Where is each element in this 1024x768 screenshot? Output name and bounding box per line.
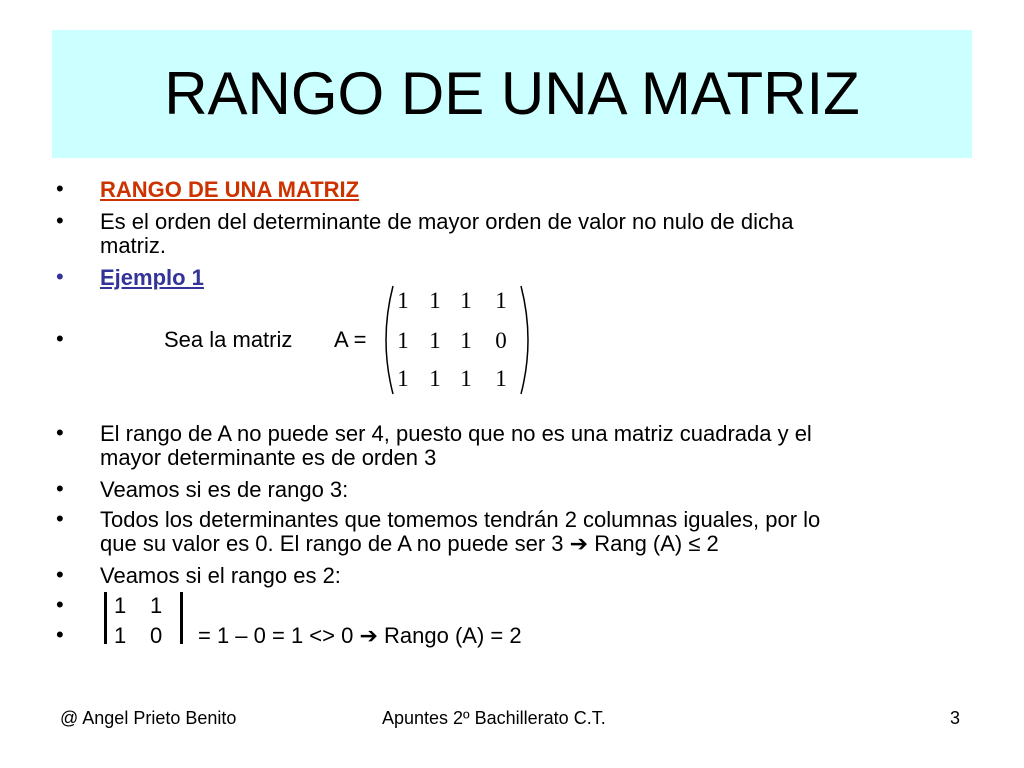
bullet: •: [56, 264, 64, 289]
bullet: •: [56, 562, 64, 587]
all-dets-line-1: Todos los determinantes que tomemos tendrán 2 columnas iguales, por lo: [100, 507, 821, 532]
rank-not-4-line-1: El rango de A no puede ser 4, puesto que no es una matriz cuadrada y el: [100, 421, 812, 446]
matrix-cell: 1: [495, 366, 507, 391]
bullet: •: [56, 622, 64, 647]
bullet: •: [56, 176, 64, 201]
matrix-a-label: A =: [334, 327, 367, 352]
matrix-cell: 1: [429, 366, 441, 391]
matrix-cell: 1: [460, 366, 472, 391]
check-rank-2: Veamos si el rango es 2:: [100, 563, 341, 588]
sea-la-matriz: Sea la matriz: [164, 327, 293, 352]
det-cell: 1: [150, 593, 163, 618]
bullet: •: [56, 420, 64, 445]
slide-title: RANGO DE UNA MATRIZ: [164, 60, 860, 127]
matrix-a: [383, 284, 533, 396]
det-cell: 1: [114, 623, 127, 648]
section-heading: RANGO DE UNA MATRIZ: [100, 177, 360, 202]
matrix-cell: 1: [429, 288, 441, 313]
bullet: •: [56, 592, 64, 617]
definition-line-1: Es el orden del determinante de mayor orden de valor no nulo de dicha: [100, 209, 794, 234]
matrix-cell: 1: [397, 288, 409, 313]
matrix-cell: 1: [460, 328, 472, 353]
determinant-bar-right: [180, 592, 183, 644]
det-cell: 1: [114, 593, 127, 618]
bullet: •: [56, 476, 64, 501]
matrix-cell: 1: [397, 366, 409, 391]
det-cell: 0: [150, 623, 163, 648]
definition-line-2: matriz.: [100, 233, 166, 258]
rank-not-4-line-2: mayor determinante es de orden 3: [100, 445, 437, 470]
check-rank-3: Veamos si es de rango 3:: [100, 477, 349, 502]
all-dets-line-2: que su valor es 0. El rango de A no puede ser 3 ➔ Rang (A) ≤ 2: [100, 531, 719, 556]
bullet: •: [56, 326, 64, 351]
footer-author: @ Angel Prieto Benito: [60, 708, 237, 728]
matrix-cell: 0: [495, 328, 507, 353]
determinant-bar-left: [104, 592, 107, 644]
title-banner: [52, 30, 972, 158]
matrix-cell: 1: [429, 328, 441, 353]
example-link[interactable]: Ejemplo 1: [100, 265, 204, 290]
matrix-cell: 1: [397, 328, 409, 353]
determinant-result: = 1 – 0 = 1 <> 0 ➔ Rango (A) = 2: [198, 623, 522, 648]
bullet: •: [56, 506, 64, 531]
footer-course: Apuntes 2º Bachillerato C.T.: [382, 708, 606, 728]
matrix-cell: 1: [460, 288, 472, 313]
bullet: •: [56, 208, 64, 233]
page-number: 3: [950, 708, 961, 728]
matrix-cell: 1: [495, 288, 507, 313]
